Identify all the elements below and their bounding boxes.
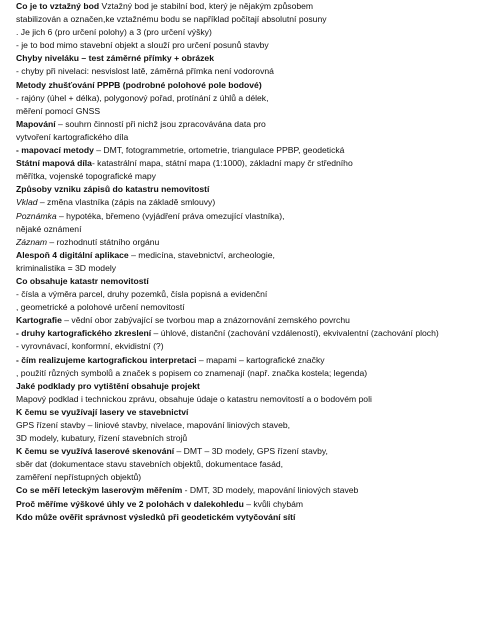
text-run: - katastrální mapa, státní mapa (1:1000), základní mapy čr středního bbox=[91, 158, 353, 169]
text-run: – souhrn činností při nichž jsou zpracovávána data pro bbox=[55, 118, 266, 129]
text-line bbox=[16, 52, 471, 65]
text-run: Vztažný bod je stabilní bod, který je nějakým způsobem bbox=[99, 1, 314, 11]
text-line bbox=[16, 170, 471, 183]
text-line bbox=[16, 183, 471, 196]
text-run: sběr dat (dokumentace stavu stavebních objektů, dokumentace fasád, bbox=[16, 459, 284, 470]
text-line bbox=[16, 223, 471, 236]
text-run: – medicína, stavebnictví, archeologie, bbox=[128, 249, 275, 260]
bold-text-run: Proč měříme výškové úhly ve 2 polohách v dalekohledu bbox=[16, 498, 244, 509]
text-line bbox=[16, 445, 471, 458]
bold-text-run: K čemu se využívá laserové skenování bbox=[16, 446, 175, 457]
text-run: – DMT – 3D modely, GPS řízení stavby, bbox=[174, 446, 328, 457]
text-run: – úhlové, distanční (zachování vzdáleností), ekvivalentní (zachování ploch) bbox=[151, 328, 439, 339]
text-line bbox=[16, 406, 471, 419]
text-line bbox=[16, 131, 471, 144]
text-run: Mapový podklad i technickou zprávu, obsahuje údaje o katastru nemovitostí a o bodovém poli bbox=[16, 393, 372, 404]
text-run: nějaké oznámení bbox=[16, 223, 82, 234]
bold-text-run: Kartografie bbox=[16, 315, 62, 326]
text-line bbox=[16, 380, 471, 393]
text-line bbox=[16, 39, 471, 52]
text-run: - rajóny (úhel + délka), polygonový pořad, protínání z úhlů a délek, bbox=[16, 92, 269, 103]
text-line bbox=[16, 288, 471, 301]
bold-text-run: Co se měří leteckým laserovým měřením bbox=[16, 485, 183, 496]
text-line bbox=[16, 249, 471, 262]
bold-text-run: Kdo může ověřit správnost výsledků při geodetickém vytyčování sítí bbox=[16, 511, 296, 522]
text-run: měření pomocí GNSS bbox=[16, 105, 101, 116]
text-line bbox=[16, 393, 471, 406]
text-run: - DMT, 3D modely, mapování liniových staveb bbox=[182, 485, 359, 496]
text-line bbox=[16, 498, 471, 511]
text-run: GPS řízení stavby – liniové stavby, nivelace, mapování liniových staveb, bbox=[16, 420, 291, 430]
text-run: měřítka, vojenské topografické mapy bbox=[16, 171, 156, 182]
document-page bbox=[16, 0, 471, 524]
bold-text-run: - mapovací metody bbox=[16, 145, 94, 156]
italic-text-run: Vklad bbox=[16, 197, 38, 208]
text-run: – změna vlastníka (zápis na základě smlouvy) bbox=[37, 197, 216, 208]
bold-text-run: - druhy kartografického zkreslení bbox=[16, 328, 152, 339]
text-run: - je to bod mimo stavební objekt a slouží pro určení posunů stavby bbox=[16, 40, 269, 51]
text-run: , geometrické a polohové určení nemovitostí bbox=[16, 302, 185, 313]
bold-text-run: Chyby niveláku – test záměrné přímky + obrázek bbox=[16, 53, 214, 64]
bold-text-run: Státní mapová díla bbox=[16, 158, 92, 169]
text-line bbox=[16, 419, 471, 432]
text-run: – rozhodnutí státního orgánu bbox=[47, 236, 160, 247]
text-line bbox=[16, 327, 471, 340]
text-line bbox=[16, 210, 471, 223]
text-line bbox=[16, 275, 471, 288]
text-run: - chyby při nivelaci: nesvislost latě, záměrná přímka není vodorovná bbox=[16, 66, 274, 77]
bold-text-run: Metody zhušťování PPPB (podrobné polohové pole bodové) bbox=[16, 79, 262, 90]
text-line bbox=[16, 92, 471, 105]
text-line bbox=[16, 105, 471, 118]
text-run: . Je jich 6 (pro určení polohy) a 3 (pro určení výšky) bbox=[16, 27, 212, 38]
bold-text-run: Co je to vztažný bod bbox=[16, 1, 100, 11]
text-line bbox=[16, 144, 471, 157]
italic-text-run: Poznámka bbox=[16, 210, 57, 221]
text-line bbox=[16, 484, 471, 497]
text-line bbox=[16, 26, 471, 39]
text-line bbox=[16, 354, 471, 367]
text-run: – DMT, fotogrammetrie, ortometrie, triangulace PPBP, geodetická bbox=[93, 145, 345, 156]
text-line bbox=[16, 196, 471, 209]
text-run: – hypotéka, břemeno (vyjádření práva omezující vlastníka), bbox=[56, 210, 285, 221]
text-line bbox=[16, 262, 471, 275]
bold-text-run: Co obsahuje katastr nemovitostí bbox=[16, 275, 149, 286]
bold-text-run: - čím realizujeme kartografickou interpretaci bbox=[16, 354, 197, 365]
text-line bbox=[16, 314, 471, 327]
bold-text-run: Mapování bbox=[16, 118, 56, 129]
bold-text-run: Způsoby vzniku zápisů do katastru nemovitostí bbox=[16, 184, 210, 195]
text-line bbox=[16, 157, 471, 170]
bold-text-run: Alespoň 4 digitální aplikace bbox=[16, 249, 129, 260]
bold-text-run: K čemu se využívají lasery ve stavebnictví bbox=[16, 406, 189, 417]
text-run: kriminalistika = 3D modely bbox=[16, 262, 117, 273]
text-line bbox=[16, 65, 471, 78]
italic-text-run: Záznam bbox=[16, 236, 48, 247]
text-line bbox=[16, 340, 471, 353]
text-line bbox=[16, 118, 471, 131]
text-line bbox=[16, 79, 471, 92]
bold-text-run: Jaké podklady pro vytištění obsahuje projekt bbox=[16, 380, 200, 391]
text-line bbox=[16, 511, 471, 524]
text-run: vytvoření kartografického díla bbox=[16, 131, 129, 142]
text-run: – kvůli chybám bbox=[243, 498, 304, 509]
text-run: 3D modely, kubatury, řízení stavebních strojů bbox=[16, 433, 188, 444]
text-line bbox=[16, 367, 471, 380]
text-run: - vyrovnávací, konformní, ekvidistní (?) bbox=[16, 341, 164, 352]
text-line bbox=[16, 0, 471, 13]
text-line bbox=[16, 13, 471, 26]
text-run: - čísla a výměra parcel, druhy pozemků, čísla popisná a evidenční bbox=[16, 289, 268, 300]
text-run: – vědní obor zabývající se tvorbou map a znázornování zemského povrchu bbox=[61, 315, 350, 326]
text-line bbox=[16, 458, 471, 471]
text-line bbox=[16, 301, 471, 314]
text-line bbox=[16, 471, 471, 484]
text-line bbox=[16, 236, 471, 249]
text-run: – mapami – kartografické značky bbox=[196, 354, 325, 365]
text-run: stabilizován a označen,ke vztažnému bodu se například počítají absolutní posuny bbox=[16, 14, 327, 25]
text-run: zaměření nepřístupných objektů) bbox=[16, 472, 142, 483]
text-run: , použití různých symbolů a značek s popisem co znamenají (např. značka kostela; legenda) bbox=[16, 367, 368, 378]
text-line bbox=[16, 432, 471, 445]
